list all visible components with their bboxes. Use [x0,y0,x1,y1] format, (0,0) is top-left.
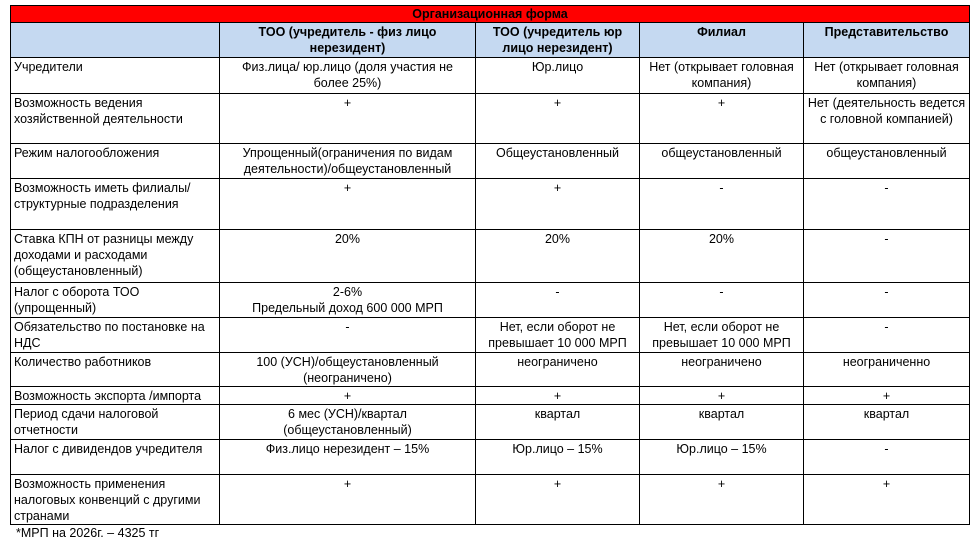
table-banner-row [11,6,970,23]
row-label: Возможность ведения хозяйственной деятельности [11,94,220,144]
table-row [11,475,970,525]
table-row [11,179,970,230]
footnote: *МРП на 2026г. – 4325 тг [16,526,160,540]
table-cell: - [220,318,476,353]
table-cell: + [640,94,804,144]
table-cell: 20% [640,230,804,283]
table-cell: неограниченно [804,353,970,387]
table-row [11,353,970,387]
table-row [11,58,970,94]
table-cell: - [804,283,970,318]
table-cell: 100 (УСН)/общеустановленный (неограничено) [220,353,476,387]
table-cell: Нет (деятельность ведется с головной компанией) [804,94,970,144]
row-label: Период сдачи налоговой отчетности [11,405,220,440]
table-cell: 2-6% Предельный доход 600 000 МРП [220,283,476,318]
row-label: Возможность экспорта /импорта [11,387,220,405]
table-cell: + [220,179,476,230]
header-too-legal: ТОО (учредитель юр лицо нерезидент) [476,23,640,58]
table-cell: Нет, если оборот не превышает 10 000 МРП [476,318,640,353]
table-row [11,318,970,353]
row-label: Налог с оборота ТОО (упрощенный) [11,283,220,318]
table-cell: неограничено [476,353,640,387]
table-cell: Физ.лица/ юр.лицо (доля участия не более 25%) [220,58,476,94]
table-cell: квартал [804,405,970,440]
table-cell: общеустановленный [804,144,970,179]
table-cell: - [804,440,970,475]
table-cell: + [804,387,970,405]
table-cell: Нет, если оборот не превышает 10 000 МРП [640,318,804,353]
table-cell: - [640,179,804,230]
row-label: Возможность применения налоговых конвенций с другими странами [11,475,220,525]
table-cell: - [804,318,970,353]
table-row [11,387,970,405]
table-cell: 20% [476,230,640,283]
row-label: Учредители [11,58,220,94]
table-cell: + [220,94,476,144]
header-too-phys: ТОО (учредитель - физ лицо нерезидент) [220,23,476,58]
table-cell: Юр.лицо – 15% [476,440,640,475]
table-cell: общеустановленный [640,144,804,179]
header-branch: Филиал [640,23,804,58]
table-cell: Юр.лицо [476,58,640,94]
table-cell: - [476,283,640,318]
row-label: Обязательство по постановке на НДС [11,318,220,353]
row-label: Режим налогообложения [11,144,220,179]
row-label: Ставка КПН от разницы между доходами и расходами (общеустановленный) [11,230,220,283]
table-cell: + [640,387,804,405]
table-row [11,283,970,318]
table-cell: + [476,94,640,144]
table-row [11,94,970,144]
table-cell: Юр.лицо – 15% [640,440,804,475]
table-cell: квартал [476,405,640,440]
table-cell: + [640,475,804,525]
table-cell: + [804,475,970,525]
table-cell: - [804,179,970,230]
table-cell: + [476,475,640,525]
table-cell: Нет (открывает головная компания) [640,58,804,94]
table-header-row [11,23,970,58]
table-cell: - [640,283,804,318]
table-cell: + [220,387,476,405]
header-representative: Представительство [804,23,970,58]
table-cell: Упрощенный(ограничения по видам деятельности)/общеустановленный [220,144,476,179]
table-cell: 6 мес (УСН)/квартал (общеустановленный) [220,405,476,440]
table-cell: Нет (открывает головная компания) [804,58,970,94]
org-form-table [10,5,970,525]
table-cell: + [220,475,476,525]
table-cell: Общеустановленный [476,144,640,179]
table-cell: - [804,230,970,283]
table-cell: + [476,179,640,230]
table-row [11,405,970,440]
table-cell: Физ.лицо нерезидент – 15% [220,440,476,475]
header-empty [11,23,220,58]
row-label: Налог с дивидендов учредителя [11,440,220,475]
table-row [11,230,970,283]
row-label: Возможность иметь филиалы/структурные подразделения [11,179,220,230]
table-cell: неограничено [640,353,804,387]
table-cell: + [476,387,640,405]
table-cell: 20% [220,230,476,283]
table-row [11,440,970,475]
table-cell: квартал [640,405,804,440]
row-label: Количество работников [11,353,220,387]
table-row [11,144,970,179]
table-banner: Организационная форма [11,6,970,23]
